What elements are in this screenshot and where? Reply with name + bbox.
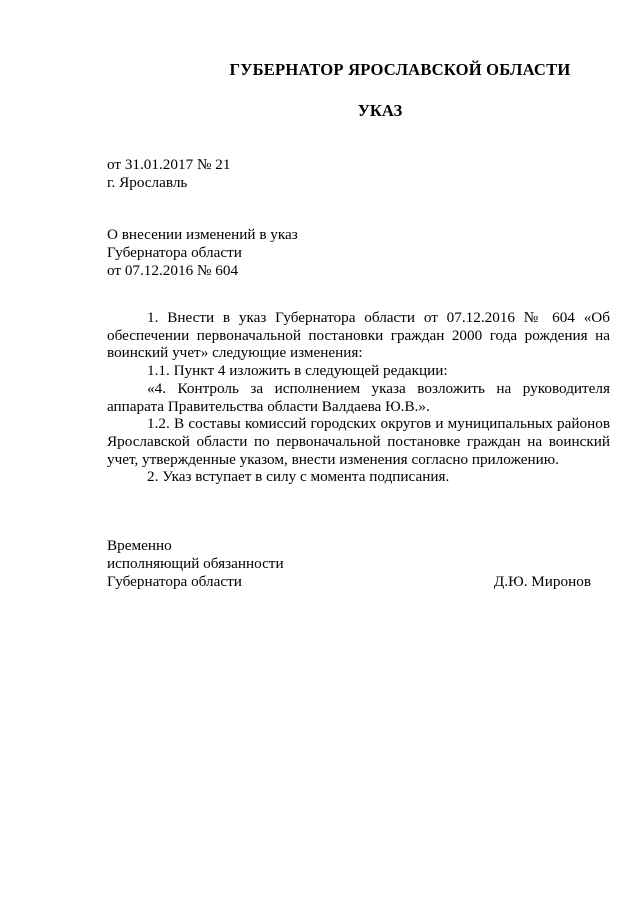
authority-heading: ГУБЕРНАТОР ЯРОСЛАВСКОЙ ОБЛАСТИ bbox=[229, 60, 571, 79]
date-number: от 31.01.2017 № 21 bbox=[107, 156, 231, 173]
subject-line-1: О внесении изменений в указ bbox=[107, 226, 298, 243]
signature-line-3: Губернатора области bbox=[107, 573, 242, 590]
paragraph-2: 2. Указ вступает в силу с момента подписания. bbox=[147, 468, 450, 486]
subject-line-2: Губернатора области bbox=[107, 244, 242, 261]
signature-line-2: исполняющий обязанности bbox=[107, 555, 284, 572]
signatory-name: Д.Ю. Миронов bbox=[493, 573, 591, 590]
place: г. Ярославль bbox=[107, 174, 188, 191]
paragraph-1: 1. Внести в указ Губернатора области от 07.12.2016 № 604 «Об обеспечении первоначальной постановки граждан 2000 года рождения на воинский учет» следующие изменения: bbox=[107, 309, 610, 362]
paragraph-1-1: 1.1. Пункт 4 изложить в следующей редакции: bbox=[147, 362, 448, 380]
paragraph-1-2: 1.2. В составы комиссий городских округов и муниципальных районов Ярославской области по первоначальной постановке граждан на воинский учет, утвержденные указом, внести изменения согласно приложению. bbox=[107, 415, 610, 468]
signature-line-1: Временно bbox=[107, 537, 172, 554]
decree-body bbox=[107, 309, 610, 486]
signature-block bbox=[107, 537, 591, 591]
paragraph-1-1-quote: «4. Контроль за исполнением указа возложить на руководителя аппарата Правительства области Валдаева Ю.В.». bbox=[107, 379, 610, 415]
document-type-heading: УКАЗ bbox=[357, 101, 403, 120]
subject-line-3: от 07.12.2016 № 604 bbox=[107, 262, 239, 279]
signature-row bbox=[107, 573, 591, 591]
